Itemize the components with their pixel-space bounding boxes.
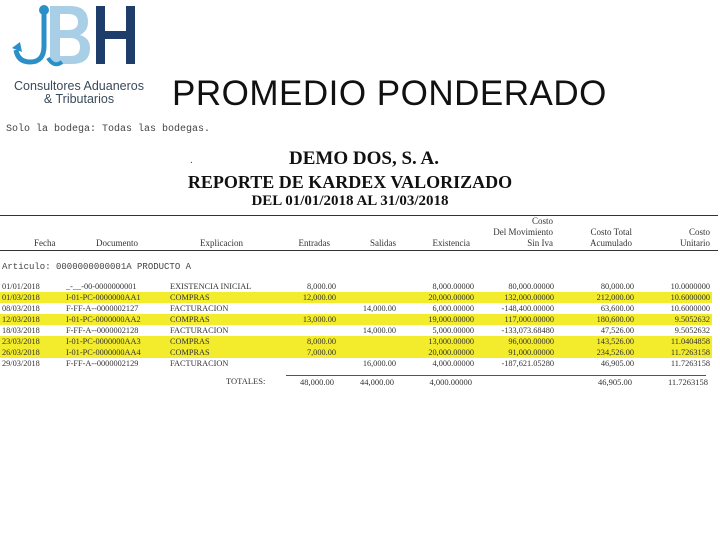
cell-documento: I-01-PC-0000000AA2	[64, 314, 168, 325]
cell-fecha: 01/03/2018	[0, 292, 64, 303]
cell-explicacion: COMPRAS	[168, 314, 278, 325]
cell-salidas	[338, 292, 398, 303]
col-entradas: Entradas	[298, 238, 330, 248]
cell-existencia: 20,000.00000	[398, 347, 476, 358]
cell-salidas	[338, 347, 398, 358]
cell-costo-total: 212,000.00	[556, 292, 636, 303]
cell-salidas: 16,000.00	[362, 359, 396, 368]
bh-logo-mark	[10, 2, 146, 80]
cell-costo-total: 46,905.00	[600, 359, 634, 368]
report-title: REPORTE DE KARDEX VALORIZADO	[187, 172, 513, 192]
cell-costo-total: 143,526.00	[556, 336, 636, 347]
cell-costo-total: 80,000.00	[600, 282, 634, 291]
report-company: DEMO DOS, S. A.	[289, 148, 439, 169]
cell-costo-unit: 10.0000000	[670, 282, 710, 291]
cell-salidas	[338, 336, 398, 347]
cell-explicacion: FACTURACION	[170, 304, 229, 313]
warehouse-note: Solo la bodega: Todas las bodegas.	[6, 124, 211, 135]
cell-entradas: 13,000.00	[278, 314, 338, 325]
table-row	[0, 281, 712, 292]
table-row	[0, 325, 712, 336]
cell-costo-mov: -148,400.00000	[501, 304, 554, 313]
cell-costo-mov: 96,000.00000	[476, 336, 556, 347]
cell-salidas: 14,000.00	[362, 304, 396, 313]
cell-fecha: 08/03/2018	[2, 304, 40, 313]
cell-costo-mov: 91,000.00000	[476, 347, 556, 358]
cell-existencia: 5,000.00000	[432, 326, 474, 335]
cell-costo-mov: -133,073.68480	[501, 326, 554, 335]
col-explicacion: Explicacion	[200, 238, 243, 248]
cell-costo-mov: -187,621.05280	[501, 359, 554, 368]
totals-costo-total: 46,905.00	[598, 377, 632, 387]
cell-explicacion: FACTURACION	[170, 359, 229, 368]
cell-documento: I-01-PC-0000000AA4	[64, 347, 168, 358]
cell-fecha: 26/03/2018	[0, 347, 64, 358]
cell-fecha: 29/03/2018	[2, 359, 40, 368]
cell-entradas: 8,000.00	[278, 336, 338, 347]
cell-documento: I-01-PC-0000000AA3	[64, 336, 168, 347]
kardex-rows	[0, 281, 712, 369]
cell-costo-mov: 132,000.00000	[476, 292, 556, 303]
cell-entradas	[278, 303, 338, 314]
totals-entradas: 48,000.00	[300, 377, 334, 387]
cell-costo-unit: 10.6000000	[670, 304, 710, 313]
cell-entradas: 12,000.00	[278, 292, 338, 303]
kardex-table	[0, 281, 712, 369]
cell-costo-total: 47,526.00	[600, 326, 634, 335]
cell-documento: _-__-00-0000000001	[66, 282, 137, 291]
totals-existencia: 4,000.00000	[429, 377, 472, 387]
cell-entradas	[278, 325, 338, 336]
table-row	[0, 314, 712, 325]
cell-costo-unit: 9.5052632	[636, 314, 712, 325]
logo-text-line-2: & Tributarios	[43, 92, 115, 106]
cell-existencia: 6,000.00000	[432, 304, 474, 313]
article-line: Articulo: 0000000000001A PRODUCTO A	[2, 262, 192, 272]
report-period: DEL 01/01/2018 AL 31/03/2018	[251, 193, 449, 209]
col-costo-mov-1: Costo	[531, 216, 553, 226]
col-costo-mov-3: Sin Iva	[527, 238, 553, 248]
cell-fecha: 23/03/2018	[0, 336, 64, 347]
cell-explicacion: COMPRAS	[168, 292, 278, 303]
cell-fecha: 12/03/2018	[0, 314, 64, 325]
stray-mark: .	[190, 155, 193, 166]
table-row	[0, 292, 712, 303]
table-row	[0, 336, 712, 347]
cell-costo-total: 234,526.00	[556, 347, 636, 358]
col-existencia: Existencia	[432, 238, 470, 248]
col-costo-unit-1: Costo	[688, 227, 710, 237]
cell-existencia: 4,000.00000	[432, 359, 474, 368]
cell-fecha: 01/01/2018	[2, 282, 40, 291]
col-fecha: Fecha	[34, 238, 56, 248]
cell-existencia: 19,000.00000	[398, 314, 476, 325]
table-row	[0, 347, 712, 358]
cell-explicacion: COMPRAS	[168, 347, 278, 358]
cell-costo-unit: 10.6000000	[636, 292, 712, 303]
cell-explicacion: FACTURACION	[170, 326, 229, 335]
cell-documento: F-FF-A--0000002129	[66, 359, 139, 368]
cell-existencia: 13,000.00000	[398, 336, 476, 347]
cell-salidas: 14,000.00	[362, 326, 396, 335]
cell-costo-total: 180,600.00	[556, 314, 636, 325]
col-costo-total-2: Acumulado	[590, 238, 632, 248]
cell-costo-unit: 11.0404858	[636, 336, 712, 347]
col-salidas: Salidas	[370, 238, 396, 248]
cell-existencia: 8,000.00000	[432, 282, 474, 291]
cell-documento: F-FF-A--0000002128	[66, 326, 139, 335]
col-costo-mov-2: Del Movimiento	[493, 227, 553, 237]
company-logo	[4, 2, 154, 110]
totals-rule	[286, 375, 706, 376]
cell-costo-unit: 11.7263158	[636, 347, 712, 358]
col-costo-total-1: Costo Total	[590, 227, 632, 237]
logo-text-line-1: Consultores Aduaneros	[14, 79, 144, 93]
table-row	[0, 358, 712, 369]
table-row	[0, 303, 712, 314]
header-rule-top	[0, 215, 718, 216]
totals-salidas: 44,000.00	[360, 377, 394, 387]
cell-entradas	[278, 358, 338, 369]
cell-salidas	[338, 281, 398, 292]
totals-costo-unit: 11.7263158	[667, 377, 708, 387]
slide-title: PROMEDIO PONDERADO	[172, 74, 607, 113]
cell-costo-unit: 11.7263158	[670, 359, 710, 368]
cell-entradas: 8,000.00	[306, 282, 336, 291]
col-documento: Documento	[96, 238, 138, 248]
cell-entradas: 7,000.00	[278, 347, 338, 358]
cell-documento: I-01-PC-0000000AA1	[64, 292, 168, 303]
cell-costo-mov: 117,000.00000	[476, 314, 556, 325]
cell-explicacion: COMPRAS	[168, 336, 278, 347]
cell-documento: F-FF-A--0000002127	[66, 304, 139, 313]
cell-fecha: 18/03/2018	[2, 326, 40, 335]
cell-salidas	[338, 314, 398, 325]
col-costo-unit-2: Unitario	[680, 238, 710, 248]
header-rule-bottom	[0, 250, 718, 251]
cell-costo-total: 63,600.00	[600, 304, 634, 313]
cell-existencia: 20,000.00000	[398, 292, 476, 303]
totals-label: TOTALES:	[226, 376, 266, 386]
cell-explicacion: EXISTENCIA INICIAL	[170, 282, 252, 291]
cell-costo-unit: 9.5052632	[674, 326, 710, 335]
cell-costo-mov: 80,000.00000	[508, 282, 554, 291]
